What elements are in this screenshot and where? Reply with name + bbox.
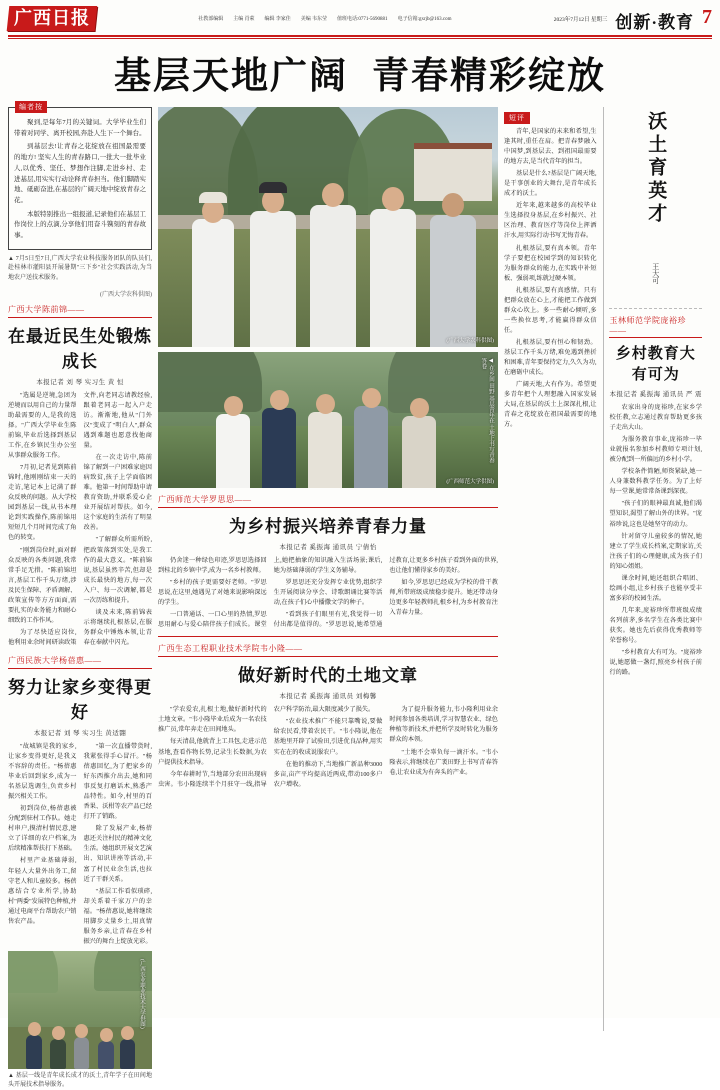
article-1-p6: 谈及未来,陈前锦表示将继续扎根基层,在服务群众中锤炼本领,让青春在奉献中闪光。: [83, 608, 152, 646]
top-photo-credit: (广西大学农科供图): [100, 291, 152, 298]
column-right: [504, 107, 702, 1031]
commentary-body: [504, 127, 597, 430]
article-2-p2: 村里产业基础薄弱,年轻人大量外出务工,留守老人和儿童较多。杨蓓惠结合专业所学,协助村"两委"发展特色种植,并通过电商平台帮助农户销售农产品。: [8, 857, 77, 925]
section-title: 创新·教育: [615, 13, 694, 32]
top-photo-karst-2: [228, 107, 368, 221]
editor-note-tag: 编者按: [15, 101, 47, 113]
credit-2: 编辑 李家佳: [264, 17, 291, 22]
top-photo-student-4: [370, 209, 416, 347]
commentary-block: [504, 107, 597, 1031]
commentary-p1: 基层是什么?基层是广阔天地,是干事创业的大舞台,是青年成长成才的沃土。: [504, 170, 597, 198]
article-4-title: 做好新时代的土地文章: [238, 666, 418, 686]
commentary-tag: 短评: [504, 112, 530, 124]
article-5-p1: 为服务教育事业,庞裕珍一毕业就报名参加乡村教师专项计划,被分配到一所偏远的乡村小学。: [609, 436, 702, 464]
credit-3: 美编 韦东莹: [300, 17, 327, 22]
person-head: [28, 1022, 41, 1036]
article-5-p2: 学校条件简陋,师资紧缺,她一人身兼数科教学任务。为了上好每一堂课,她常常备课到深夜。: [609, 468, 702, 496]
article-4-p3: "农业技术推广不能只靠嘴说,要做给农民看,带着农民干。"韦小隆说,他在基地里开辟了试验田,引进优良品种,用实实在在的收成说服农户。: [273, 718, 383, 756]
bottom-photo: [8, 951, 152, 1069]
page-number: 7: [702, 6, 712, 28]
article-5-p5: 课余时间,她还组织合唱团、绘画小组,让乡村孩子也能享受丰富多彩的校园生活。: [609, 574, 702, 602]
masthead-rule: [8, 35, 712, 37]
editor-note-p1: 到基层去!让青春之花绽放在祖国最需要的地方! 坚实人生的青春路口,一批大一批毕业人,以优秀、坚任、梦想作注脚,走进乡村、走进基层,用实实行动诠释青春担当。他们脚踏实地、砥砺奋进,在基层的广阔天地中绽放青春之花。: [14, 143, 146, 205]
article-3-p3: 罗思思还充分发挥专业优势,组织学生开展阅读分享会、诗歌朗诵比赛等活动,在孩子们心中播撒文学的种子。: [273, 579, 383, 607]
article-1-p5: "了解群众所需所盼,把政策落到实处,是我工作的最大意义。"陈前锦说,基层虽然辛苦,但却是成长最快的地方,每一次入户、每一次调解,都是一次历练和提升。: [83, 536, 152, 604]
article-2-p3: "第一次直播带货时,我紧张得手心冒汗。"杨蓓惠回忆,为了把家乡的好东西推介出去,她和同事反复打磨话术,熟悉产品特性。如今,村里的百香果、沃柑等农产品已经打开了销路。: [83, 742, 152, 821]
article-3-p0: 仍舍迷一种绿色印迹,罗思思选择回到桂北的乡镇中学,成为一名乡村教师。: [158, 557, 267, 575]
mid-photo-person-5: [402, 416, 436, 488]
article-2-p4: 除了发展产业,杨蓓惠还关注村民的精神文化生活。她组织开展文艺演出、知识讲座等活动,丰富了村民业余生活,也拉近了干群关系。: [83, 825, 152, 883]
article-5-p3: "孩子们的眼神最真诚,他们渴望知识,渴望了解山外的世界。"庞裕珍说,这也是她坚守的动力。: [609, 500, 702, 528]
article-3-shoulder: 广西师范大学罗思思——: [158, 494, 498, 508]
article-1-p2: "刚到岗位时,面对群众反映的各类问题,我常常手足无措。"陈前锦坦言,基层工作千头万绪,涉及民生保障、矛盾调解、政策宣传等方方面面,需要扎实的业务能力和耐心细致的工作作风。: [8, 546, 77, 624]
logo-text: 广西日报: [14, 8, 91, 28]
headline-part2: 青春精彩绽放: [372, 56, 606, 97]
credit-5: 电子信箱:gxrjb@163.com: [397, 17, 452, 22]
article-2-p0: "故城镇是我的家乡,让家乡变得更好,是我义不容辞的责任。"杨蓓惠毕业后回到家乡,成为一名基层选调生,负责乡村振兴相关工作。: [8, 742, 77, 801]
article-4-p6: "土地不会辜负每一滴汗水。"韦小隆表示,将继续在广袤田野上书写青春答卷,让农业成为有奔头的产业。: [389, 748, 498, 776]
bottom-photo-caption: ▲ 基层一线是青年成长成才的沃土,青年学子在田间地头开展技术指导服务。: [8, 1072, 152, 1088]
mid-photo-person-1: [216, 414, 250, 488]
credit-0: 社教部编辑: [198, 17, 224, 22]
person-cap: [199, 192, 227, 203]
bottom-photo-person-2: [50, 1039, 66, 1069]
article-4-p2: 今年春耕时节,当地部分农田出现病虫害。韦小隆连续半个月驻守一线,指导农户科学防治,最大限度减少了损失。: [158, 706, 375, 788]
person-head: [316, 394, 335, 414]
article-4-body: [158, 705, 498, 789]
article-1-p0: "选属是逆境,急团为逆境而以用自己的力量帮助最需要的人,是我的选择。"广西大学毕业生陈前锦,毕业后选择到基层工作,在乡镇民生办公室从事群众服务工作。: [8, 391, 77, 460]
mid-photo: [158, 352, 498, 488]
right-column-divider: [603, 107, 604, 1031]
commentary-title-block: [609, 107, 702, 1031]
article-3-body: [158, 556, 498, 630]
person-head: [410, 398, 429, 418]
person-head: [442, 193, 464, 217]
masthead: [0, 0, 720, 34]
article-3-byline: 本报记者 奚振海 通讯员 宁倩怡: [279, 544, 377, 551]
right-dash-rule: [609, 308, 702, 309]
person-head: [270, 390, 289, 410]
article-2-shoulder: 广西民族大学杨蓓惠——: [8, 655, 152, 669]
commentary-p5: 扎根基层,要有恒心和韧劲。基层工作千头万绪,难免遇到挫折和困难,青年要保持定力,久久为功,在磨砺中成长。: [504, 338, 597, 377]
article-3-title: 为乡村振兴培养青春力量: [229, 517, 427, 536]
top-photo-student-1: [192, 219, 234, 347]
top-photo-caption: ▲ 7月5日至7日,广西大学农业科技服务团队的队员们,赴桂林市灌阳县开展暑期"三下乡"社会实践活动,为当地农户送技术服务。: [8, 255, 152, 281]
article-3-p5: 如今,罗思思已经成为学校的骨干教师,所带班级成绩稳步提升。她还带动身边更多年轻教师扎根乡村,为乡村教育注入青春力量。: [389, 579, 498, 617]
article-5-title: 乡村教育大有可为: [615, 346, 696, 383]
mid-photo-person-2: [262, 408, 296, 488]
top-photo-label: (广西大学农科供图): [446, 338, 494, 344]
article-5-p0: 农家出身的庞裕珍,在家乡学校任教,立志通过教育帮助更多孩子走出大山。: [609, 404, 702, 432]
mid-section-rule: [158, 636, 498, 637]
article-2-byline: 本报记者 刘 琴 实习生 黄适翾: [33, 729, 127, 737]
article-1-p3: 为了尽快适应岗位,他利用业余时间研读政策文件,向老同志请教经验,跟着老同志一起入户走访。渐渐地,他从"门外汉"变成了"明白人",群众遇到难题也愿意找他商量。: [8, 391, 152, 646]
article-4-byline: 本报记者 奚振海 通讯员 刘梅馨: [279, 693, 377, 701]
editor-note-body: [14, 118, 146, 242]
page-headline: [0, 45, 720, 99]
headline-part1: 基层天地广阔: [114, 56, 348, 97]
bottom-photo-person-1: [26, 1035, 42, 1069]
article-5-byline: 本报记者 奚振海 通讯员 严 震: [609, 391, 702, 398]
article-5-p6: 几年来,庞裕珍所带班级成绩名列前茅,多名学生在各类比赛中获奖。她也先后获得优秀教师等荣誉称号。: [609, 606, 702, 645]
article-2-body: [8, 742, 152, 947]
bottom-photo-inset-caption: (广西农业职业技术大学供图): [139, 958, 145, 1029]
publication-date: 2023年7月12日 星期三: [553, 17, 608, 23]
bottom-photo-person-4: [98, 1041, 114, 1069]
article-5-shoulder: 玉林师范学院庞裕珍——: [609, 315, 702, 338]
top-photo-villager: [430, 215, 476, 347]
article-4-p0: "学农爱农,扎根土地,做好新时代的土地文章。"韦小隆毕业后成为一名农技推广员,常年奔走在田间地头。: [158, 706, 267, 734]
credit-4: 值班电话:0771-5690881: [337, 17, 388, 22]
bottom-photo-hill-1: [8, 951, 58, 993]
commentary-p0: 青年,是国家的未来和希望,生逢其时,重任在肩。把青春梦融入中国梦,到基层去、到祖国最需要的地方去,是当代青年的担当。: [504, 128, 597, 166]
page-content: [0, 103, 720, 1088]
masthead-credits: [96, 6, 554, 22]
person-head: [121, 1026, 134, 1040]
person-head: [322, 183, 344, 207]
article-5-p4: 针对留守儿童较多的情况,她建立了学生成长档案,定期家访,关注孩子们的心理健康,成为孩子们的知心姐姐。: [609, 532, 702, 570]
commentary-p3: 扎根基层,要有真本领。青年学子要把在校园学到的知识转化为服务群众的能力,在实践中补短板、强弱项,练就过硬本领。: [504, 244, 597, 282]
mid-photo-person-4: [354, 406, 388, 488]
column-left: [8, 103, 152, 1088]
person-head: [382, 187, 404, 211]
article-5-body: [609, 403, 702, 678]
article-2-p1: 初到岗位,杨蓓惠被分配到驻村工作队。她走村串户,摸清村情民意,建立了详细的农户档案,为后续精准帮扶打下基础。: [8, 805, 77, 853]
article-4-p4: 在他的推动下,当地推广新品种3000多亩,亩产平均提高近两成,带动100多户农户增收。: [273, 760, 383, 788]
article-1-byline: 本报记者 刘 琴 实习生 黄 恒: [36, 378, 124, 386]
commentary-p4: 扎根基层,要有真感情。只有把群众放在心上,才能把工作做到群众心坎上。多一些耐心倾听,多一些换位思考,才能赢得群众信任。: [504, 286, 597, 334]
top-photo-student-2: [250, 211, 296, 347]
editor-note-box: [8, 103, 152, 250]
article-2-p5: "基层工作看似琐碎,却关系着千家万户的幸福。"杨蓓惠说,她将继续用脚步丈量乡土,用真情服务乡亲,让青春在乡村振兴的舞台上绽放光彩。: [83, 887, 152, 945]
commentary-author: 王大可: [651, 263, 660, 284]
mid-photo-credit: (广西师范大学供图): [446, 479, 494, 485]
article-1-p4: 在一次走访中,陈前锦了解到一户困难家庭因病致贫,孩子上学面临困难。他第一时间帮助申请教育资助,并联系爱心企业开展结对帮扶。如今,这个家庭的生活有了明显改善。: [83, 454, 152, 532]
article-1-body: [8, 391, 152, 649]
commentary-p6: 广阔天地,大有作为。希望更多青年把个人理想融入国家发展大局,在基层的沃土上深深扎根,让青春之花绽放在祖国最需要的地方。: [504, 381, 597, 429]
bottom-photo-person-3: [74, 1037, 89, 1069]
person-head: [75, 1024, 88, 1038]
article-3-p2: 一口普通话、一口心里的热情,罗思思用耐心与爱心陪伴孩子们成长。课堂上,她把抽象的知识融入生活场景;课后,她为基础薄弱的学生义务辅导。: [158, 557, 383, 629]
article-2-title: 努力让家乡变得更好: [8, 677, 152, 722]
article-1-title: 在最近民生处锻炼成长: [8, 326, 152, 371]
article-1-shoulder: 广西大学陈前锦——: [8, 304, 152, 318]
person-head: [362, 388, 381, 408]
article-5-p7: "乡村教育大有可为。"庞裕珍说,她愿做一盏灯,照亮乡村孩子前行的路。: [609, 649, 702, 677]
top-photo-student-3: [310, 205, 356, 347]
commentary-title: 沃土育英才: [645, 111, 667, 226]
person-head: [52, 1026, 65, 1040]
credit-1: 主编 肖萦: [233, 17, 255, 22]
article-3-p4: "看到孩子们眼里有光,我觉得一切付出都是值得的。"罗思思说,她希望通过教育,让更多乡村孩子看到外面的世界,也让他们懂得家乡的美好。: [273, 557, 498, 629]
mid-photo-person-3: [308, 412, 342, 488]
column-middle: [158, 107, 498, 1031]
article-4-p5: 为了提升服务能力,韦小隆利用业余时间参加各类培训,学习智慧农业、绿色种植等新技术,并把所学及时转化为服务群众的本领。: [389, 706, 498, 744]
article-1-p1: 7月初,记者见到陈前锦时,他刚刚结束一天的走访,笔记本上记满了群众反映的问题。从大学校园到基层一线,从书本理论到实践操作,陈前锦用短短几个月时间完成了角色的转变。: [8, 464, 77, 542]
mid-photo-caption: ◀ 在乡间 田野 基层青年在 土地上书写青春答卷: [480, 358, 494, 463]
article-4-p1: 每天清晨,他就背上工具包,走进示范基地,查看作物长势,记录生长数据,为农户提供技术指导。: [158, 738, 267, 766]
commentary-p2: 近年来,越来越多的高校毕业生选择投身基层,在乡村振兴、社区治理、教育医疗等岗位上挥洒汗水,用实际行动书写无悔青春。: [504, 202, 597, 240]
bottom-photo-person-5: [120, 1039, 135, 1069]
article-3-p1: "乡村的孩子更需要好老师。"罗思思说,在这里,她遇见了对她来说影响深远的学生。: [158, 579, 267, 607]
top-photo: [158, 107, 498, 347]
person-cap: [259, 182, 287, 193]
mid-photo-hill-1: [158, 352, 262, 412]
newspaper-logo: [7, 6, 98, 31]
editor-note-p0: 聚到,是每年7月的关键词。大学毕业生们带着对同学、离开校园,奔赴人生下一个舞台。: [14, 119, 146, 137]
person-head: [224, 396, 243, 416]
article-4-shoulder: 广西生态工程职业技术学院韦小隆——: [158, 643, 498, 657]
editor-note-p2: 本版特别推出一组报道,记录他们在基层工作岗位上的点滴,分享他们用奋斗镌刻的青春故事。: [14, 210, 146, 240]
masthead-rule-thin: [8, 38, 712, 39]
person-head: [100, 1028, 113, 1042]
